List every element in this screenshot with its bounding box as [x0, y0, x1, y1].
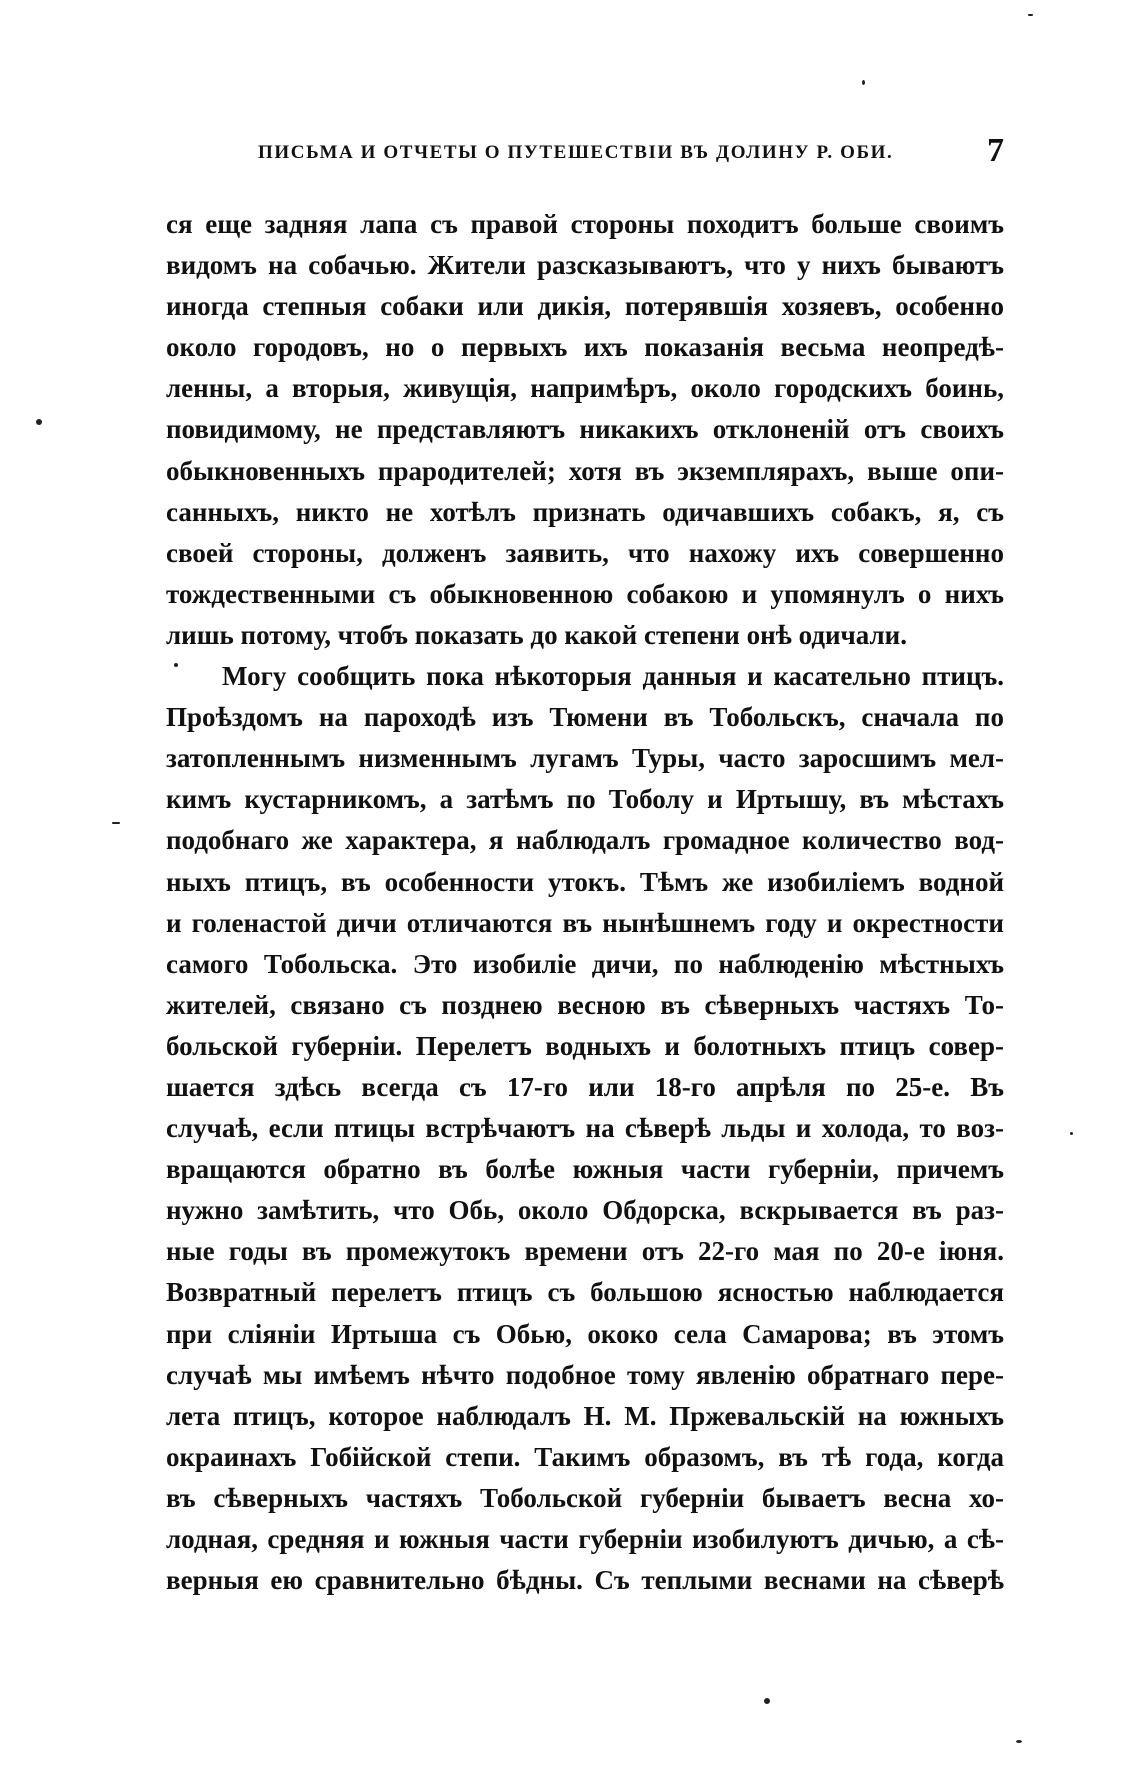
text-line: видомъ на собачью. Жители разсказываютъ, что у нихъ бываютъ — [166, 250, 1004, 281]
page-number: 7 — [987, 132, 1004, 169]
text-line: ные годы въ промежутокъ времени отъ 22-го мая по 20-е іюня. — [166, 1236, 1004, 1267]
text-line: повидимому, не представляютъ никакихъ отклоненій отъ своихъ — [166, 414, 1004, 445]
text-line: больской губерніи. Перелетъ водныхъ и болотныхъ птицъ совер- — [166, 1030, 1004, 1061]
scan-speck — [112, 822, 120, 824]
text-line: ся еще задняя лапа съ правой стороны походитъ больше своимъ — [166, 209, 1004, 239]
text-line: въ сѣверныхъ частяхъ Тобольской губерніи бываетъ весна хо- — [166, 1482, 1004, 1513]
text-line: ныхъ птицъ, въ особенности утокъ. Тѣмъ же изобиліемъ водной — [166, 866, 1004, 897]
scan-speck — [36, 419, 42, 425]
text-line: своей стороны, долженъ заявить, что нахожу ихъ совершенно — [166, 537, 1004, 568]
paragraph-end-line: лишь потому, чтобъ показать до какой степени онѣ одичали. — [166, 619, 907, 650]
text-line: случаѣ мы имѣемъ нѣчто подобное тому явленію обратнаго пере- — [166, 1359, 1004, 1390]
text-line: верныя ею сравнительно бѣдны. Съ теплыми веснами на сѣверѣ — [166, 1565, 1004, 1596]
text-line: жителей, связано съ позднею весною въ сѣверныхъ частяхъ То- — [166, 989, 1004, 1020]
text-line: лета птицъ, которое наблюдалъ Н. М. Пржевальскій на южныхъ — [166, 1400, 1004, 1431]
running-header — [168, 132, 1004, 178]
text-line: окраинахъ Гобійской степи. Такимъ образомъ, въ тѣ года, когда — [166, 1441, 1004, 1472]
text-line: тождественными съ обыкновенною собакою и упомянулъ о нихъ — [166, 578, 1004, 609]
text-line: нужно замѣтить, что Обь, около Обдорска, вскрывается въ раз- — [166, 1195, 1004, 1226]
text-line: около городовъ, но о первыхъ ихъ показанія весьма неопредѣ- — [166, 332, 1004, 363]
text-line: обыкновенныхъ прародителей; хотя въ экземплярахъ, выше опи- — [166, 455, 1004, 486]
body-text — [166, 204, 1004, 1601]
scan-speck — [1028, 14, 1033, 16]
text-line: лодная, средняя и южныя части губерніи изобилуютъ дичью, а сѣ- — [166, 1524, 1004, 1554]
scan-speck — [174, 663, 178, 667]
text-line: ленны, а вторыя, живущія, напримѣръ, около городскихъ боинь, — [166, 373, 1004, 404]
text-line: случаѣ, если птицы встрѣчаютъ на сѣверѣ льды и холода, то воз- — [166, 1113, 1004, 1144]
text-line: затопленнымъ низменнымъ лугамъ Туры, часто заросшимъ мел- — [166, 743, 1004, 774]
text-line: Возвратный перелетъ птицъ съ большою ясностью наблюдается — [166, 1277, 1004, 1308]
paragraph-start-line: Могу сообщить пока нѣкоторыя данныя и касательно птицъ. — [222, 661, 1004, 692]
text-line: самого Тобольска. Это изобиліе дичи, по наблюденію мѣстныхъ — [166, 948, 1004, 979]
scan-speck — [764, 1698, 770, 1704]
text-line: Проѣздомъ на пароходѣ изъ Тюмени въ Тобольскъ, сначала по — [166, 702, 1004, 733]
text-line: шается здѣсь всегда съ 17-го или 18-го апрѣля по 25-е. Въ — [166, 1071, 1004, 1102]
text-line: при сліяніи Иртыша съ Обью, ококо села Самарова; въ этомъ — [166, 1318, 1004, 1349]
text-line: иногда степныя собаки или дикія, потерявшія хозяевъ, особенно — [166, 291, 1004, 322]
text-line: подобнаго же характера, я наблюдалъ громадное количество вод- — [166, 825, 1004, 856]
text-line: кимъ кустарникомъ, а затѣмъ по Тоболу и Иртышу, въ мѣстахъ — [166, 784, 1004, 815]
text-line: вращаются обратно въ болѣе южныя части губерніи, причемъ — [166, 1154, 1004, 1185]
running-title: ПИСЬМА И ОТЧЕТЫ О ПУТЕШЕСТВІИ ВЪ ДОЛИНУ Р. ОБИ. — [258, 142, 894, 163]
scan-speck — [862, 80, 865, 85]
text-line: санныхъ, никто не хотѣлъ признать одичавшихъ собакъ, я, съ — [166, 496, 1004, 527]
scan-speck — [1016, 1740, 1022, 1743]
text-line: и голенастой дичи отличаются въ нынѣшнемъ году и окрестности — [166, 907, 1004, 938]
scan-speck — [1070, 1132, 1073, 1135]
